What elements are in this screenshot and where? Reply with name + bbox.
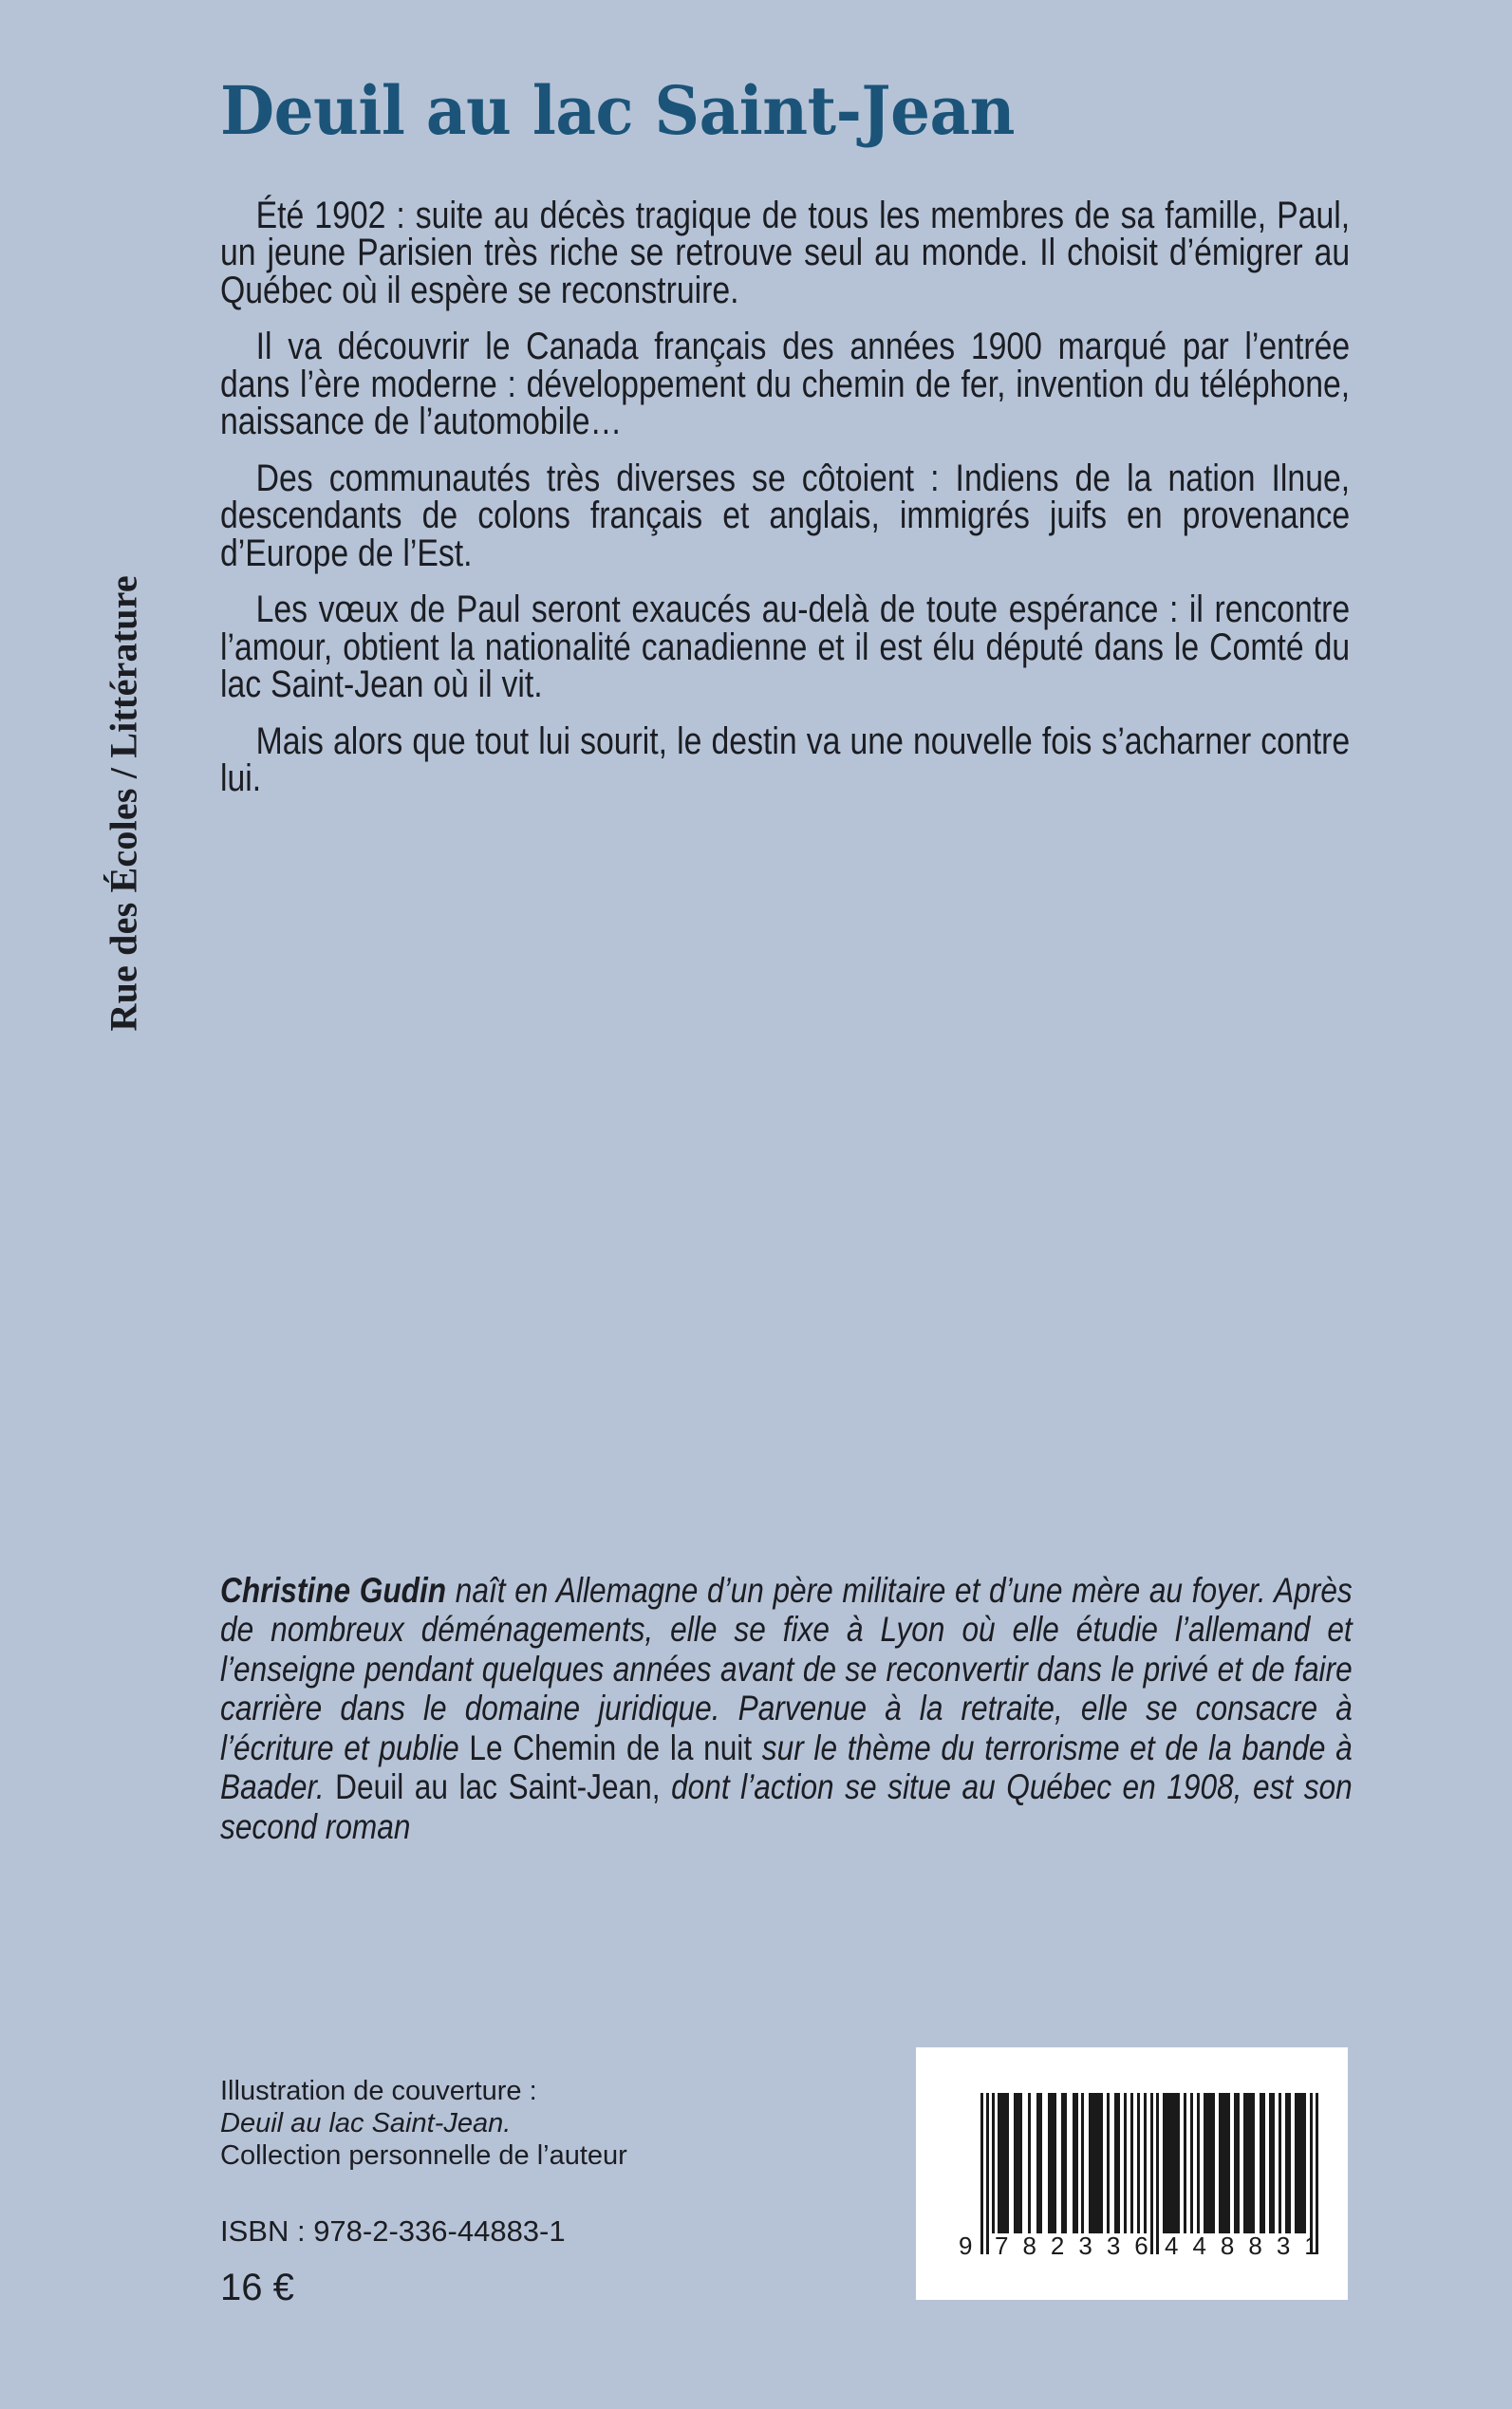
illustration-credit-label: Illustration de couverture :: [220, 2076, 537, 2106]
isbn-text: ISBN : 978-2-336-44883-1: [220, 2213, 566, 2248]
barcode: [916, 2047, 1348, 2300]
barcode-svg: [916, 2047, 1348, 2300]
book-blurb: [220, 194, 1351, 799]
barcode-digits-group-2: 448831: [1165, 2232, 1333, 2260]
author-name: Christine Gudin: [220, 1571, 447, 1610]
page-title: Deuil au lac Saint-Jean: [220, 71, 1016, 150]
author-biography: [220, 1571, 1353, 1846]
price-text: 16 €: [220, 2267, 294, 2309]
blurb-paragraph: Des communautés très diverses se côtoient : Indiens de la nation Ilnue, descendants de colons français et anglais, immigrés juifs en provenance d’Europe de l’Est.: [220, 457, 1351, 574]
bio-text-part-3: dont l’action se situe au Québec en 1908, est son second roman: [220, 1767, 1353, 1846]
blurb-paragraph: Les vœux de Paul seront exaucés au-delà de toute espérance : il rencontre l’amour, obtient la nationalité canadienne et il est élu député dans le Comté du lac Saint-Jean où il vit.: [220, 588, 1351, 705]
collection-label-text: Rue des Écoles / Littérature: [102, 575, 145, 1032]
blurb-paragraph: Été 1902 : suite au décès tragique de tous les membres de sa famille, Paul, un jeune Parisien très riche se retrouve seul au monde. Il choisit d’émigrer au Québec où il espère se reconstruire.: [220, 194, 1351, 311]
blurb-paragraph: Mais alors que tout lui sourit, le destin va une nouvelle fois s’acharner contre lui.: [220, 719, 1351, 799]
bio-text-part-1: naît en Allemagne d’un père militaire et d’une mère au foyer. Après de nombreux déménagements, elle se fixe à Lyon où elle étudie l’allemand et l’enseigne pendant quelques années avant de se reconvertir dans le privé et de faire carrière dans le domaine juridique. Parvenue à la retraite, elle se consacre à l’écriture et publie: [220, 1571, 1353, 1767]
bio-text-part-2: sur le thème du terrorisme et de la bande à Baader.: [220, 1727, 1353, 1807]
cover-content: [220, 71, 1351, 799]
blurb-paragraph: Il va découvrir le Canada français des années 1900 marqué par l’entrée dans l’ère moderne : développement du chemin de fer, invention du téléphone, naissance de l’automobile…: [220, 326, 1351, 442]
bio-work-title-2: Deuil au lac Saint-Jean,: [335, 1767, 661, 1807]
illustration-credit-source: Collection personnelle de l’auteur: [220, 2140, 627, 2172]
barcode-digits-group-1: 782336: [995, 2232, 1163, 2260]
colophon: [220, 2075, 885, 2310]
barcode-digit-leading: 9: [959, 2232, 973, 2260]
collection-spine-label: [0, 57, 190, 1032]
illustration-credit-title: Deuil au lac Saint-Jean.: [220, 2108, 512, 2139]
bio-work-title-1: Le Chemin de la nuit: [469, 1727, 753, 1767]
